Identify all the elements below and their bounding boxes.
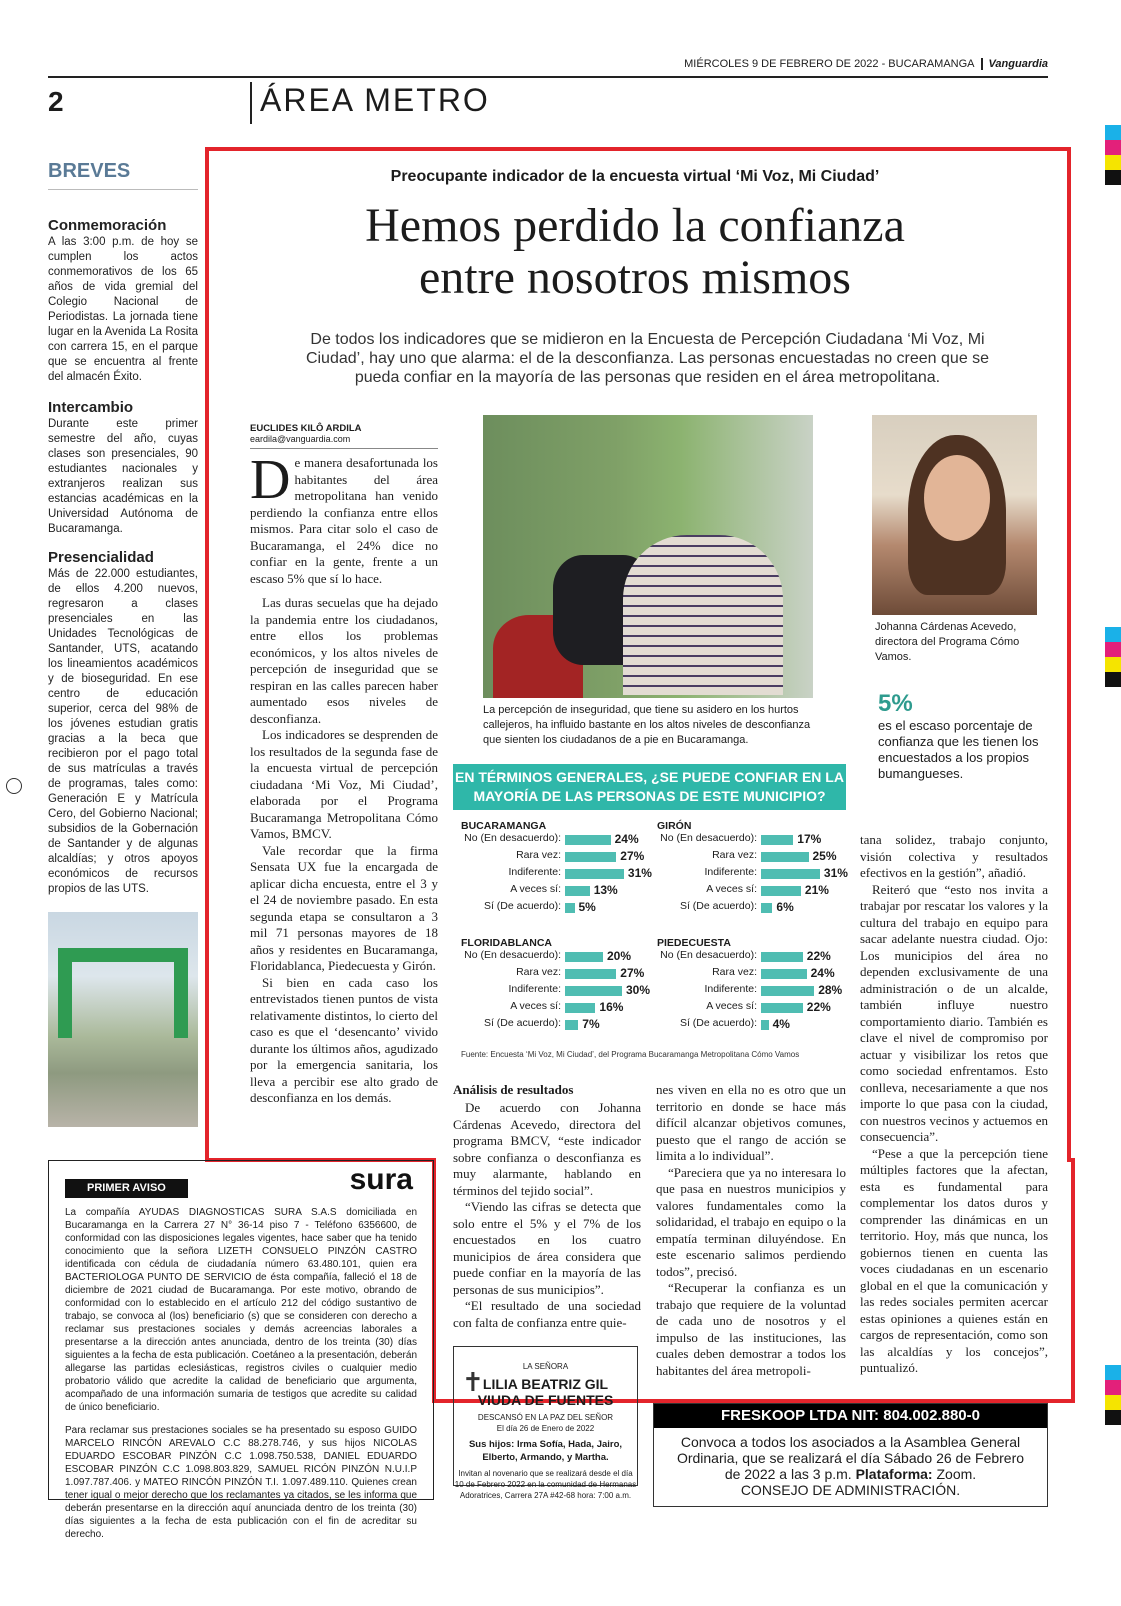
chart-source: Fuente: Encuesta ‘Mi Voz, Mi Ciudad’, del Programa Bucaramanga Metropolitana Cómo Vamos (461, 1050, 800, 1059)
series-name: BUCARAMANGA (461, 820, 547, 832)
bar (565, 952, 603, 962)
color-registration-mark (1105, 1365, 1121, 1430)
chart-panel (461, 820, 651, 917)
category-label: Rara vez: (712, 966, 757, 978)
chart-row (461, 883, 651, 900)
data-label: 13% (593, 883, 618, 897)
bar (761, 835, 793, 845)
portrait-photo (872, 415, 1037, 615)
article-kicker: Preocupante indicador de la encuesta virtual ‘Mi Voz, Mi Ciudad’ (390, 168, 880, 185)
brief-title: Intercambio (48, 399, 134, 416)
data-label: 31% (823, 866, 848, 880)
portrait-caption: Johanna Cárdenas Acevedo, directora del Programa Cómo Vamos. (875, 621, 1020, 663)
category-label: Sí (De acuerdo): (679, 1017, 757, 1029)
stat-text: es el escaso porcentaje de confianza que les tienen los encuestados a los propios bumangueses. (878, 718, 1039, 781)
data-label: 27% (620, 849, 645, 863)
category-label: A veces sí: (706, 1000, 757, 1012)
category-label: No (En desacuerdo): (464, 949, 561, 961)
category-label: Sí (De acuerdo): (483, 1017, 561, 1029)
data-label: 16% (599, 1000, 624, 1014)
chart-row (461, 866, 651, 883)
data-label: 6% (776, 900, 794, 914)
freskoop-title: FRESKOOP LTDA NIT: 804.002.880-0 (654, 1404, 1047, 1428)
chart-row (657, 1000, 847, 1017)
sura-logo: sura (349, 1163, 413, 1196)
chart-row (657, 949, 847, 966)
chart-row (461, 1000, 651, 1017)
category-label: Indiferente: (704, 983, 757, 995)
category-label: Rara vez: (516, 966, 561, 978)
article-column-1: De manera desafortunada los habitantes del área metropolitana han venido perdiendo la confianza entre ellos mismos. Para citar solo el caso de Bucaramanga, el 24% dice no confiar en la gente, frente a un escaso 5% que sí lo hace. Las duras secuelas que ha dejado la pandemia entre los ciudadanos, entre ellos los problemas económicos, y los altos niveles de percepción de inseguridad que se respiran en las calles parecen haber aumentado esos niveles de desconfianza. Los indicadores se desprenden de los resultados de la segunda fase de la encuesta virtual de percepción ciudadana ‘Mi Voz, Mi Ciudad’, elaborada por el Programa Bucaramanga Metropolitana Cómo Vamos, BMCV. Vale recordar que la firma Sensata UX fue la encargada de aplicar dicha encuesta, entre el 3 y el 24 de noviembre pasado. En esta segunda etapa se consultaron a 3 mil 71 personas mayores de 18 años y residentes en Bucaramanga, Floridablanca, Piedecuesta y Girón. Si bien en cada caso los entrevistados tienen puntos de vista relativamente distintos, lo cierto del caso es que el ‘desencanto’ vivido durante los últimos años, agudizado por la emergencia sanitaria, los lleva a percibir ese alto grado de desconfianza en los demás. (250, 449, 438, 1105)
page-header (48, 58, 1048, 78)
article-column-3: nes viven en ella no es otro que un territorio en donde se hace más difícil alcanzar objetivos comunes, puesto que el rango de acción se limita a lo individual”. “Pareciera que ya no interesara lo que pasa en nuestros municipios y valores fundamentales como la solidaridad, el trabajo en equipo o la empatía terminan diluyéndose. En este escenario salimos perdiendo todos”, precisó. “Recuperar la confianza es un trabajo que requiere de la voluntad de cada uno de nosotros y el impulso de las instituciones, las cuales deben demostrar a todos los habitantes del área metropoli- (656, 1082, 846, 1378)
data-label: 17% (797, 832, 822, 846)
legal-notice (48, 1160, 434, 1540)
street-robbery-photo (483, 415, 813, 698)
data-label: 28% (818, 983, 843, 997)
data-label: 4% (772, 1017, 790, 1031)
category-label: Sí (De acuerdo): (679, 900, 757, 912)
series-name: GIRÓN (657, 820, 692, 832)
dropcap: D (250, 449, 291, 511)
photo-caption: La percepción de inseguridad, que tiene su asidero en los hurtos callejeros, ha influido bastante en los altos niveles de desconfianza que sienten los ciudadanos de a pie en Bucaramanga. (483, 704, 811, 746)
chart-panel (657, 937, 847, 1034)
chart-row (461, 900, 651, 917)
obituary: ✝ LA SEÑORA LILIA BEATRIZ GIL VIUDA DE FUENTES DESCANSÓ EN LA PAZ DEL SEÑOR El día 26 de Enero de 2022 Sus hijos: Irma Sofía, Hada, Jairo, Elberto, Armando, y Martha. Invitan al novenario que se realizará desde el día 10 de Febrero 2022 en la comunidad de Hermanas Adoratrices, Carrera 27A #42-68 hora: 7:00 a.m. (453, 1346, 638, 1486)
chart-row (461, 832, 651, 849)
category-label: Indiferente: (508, 983, 561, 995)
data-label: 20% (607, 949, 632, 963)
bar (565, 869, 624, 879)
color-registration-mark (1105, 627, 1121, 692)
category-label: No (En desacuerdo): (660, 949, 757, 961)
series-name: PIEDECUESTA (657, 937, 731, 949)
stat-number: 5% (878, 690, 913, 717)
author-email: eardila@vanguardia.com (250, 434, 351, 444)
chart-panel (461, 937, 651, 1034)
page-number: 2 (48, 86, 64, 117)
article-headline: Hemos perdido la confianza entre nosotros mismos (365, 199, 905, 304)
bar (761, 952, 803, 962)
category-label: Sí (De acuerdo): (483, 900, 561, 912)
chart-row (461, 949, 651, 966)
freskoop-notice: FRESKOOP LTDA NIT: 804.002.880-0 Convoca a todos los asociados a la Asamblea General Ordinaria, que se realizará el día Sábado 26 de Febrero de 2022 a las 3 p.m. Plataforma: Zoom. CONSEJO DE ADMINISTRACIÓN. (653, 1403, 1048, 1507)
chart-row (461, 849, 651, 866)
bar (565, 886, 590, 896)
chart-row (461, 983, 651, 1000)
article-column-2: De acuerdo con Johanna Cárdenas Acevedo, directora del programa BMCV, “este indicador sobre confianza o desconfianza es muy alarmante, hablando en términos del tejido social”. “Viendo las cifras se detecta que solo entre el 5% y el 7% de los encuestados en los cuatro municipios de área considera que puede confiar en la mayoría de las personas de sus municipios”. “El resultado de una sociedad con falta de confianza entre quie- (453, 1100, 641, 1330)
category-label: No (En desacuerdo): (464, 832, 561, 844)
bar (565, 903, 575, 913)
crosshair-mark (6, 778, 22, 794)
bar (565, 852, 616, 862)
section-title: ÁREA METRO (250, 82, 490, 124)
category-label: Rara vez: (516, 849, 561, 861)
bar (565, 1020, 578, 1030)
data-label: 7% (582, 1017, 600, 1031)
color-registration-mark (1105, 125, 1121, 190)
bar (761, 903, 772, 913)
chart-title: EN TÉRMINOS GENERALES, ¿SE PUEDE CONFIAR EN LA MAYORÍA DE LAS PERSONAS DE ESTE MUNICIPIO? (453, 764, 846, 810)
freskoop-signature: CONSEJO DE ADMINISTRACIÓN. (740, 1482, 961, 1498)
chart-row (657, 983, 847, 1000)
article-column-4: tana solidez, trabajo conjunto, visión colectiva y resultados efectivos en la gestión”, añadió. Reiteró que “esto nos invita a trabajar por rescatar los valores y la cultura del trabajo en equipo para sacar adelante nuestra ciudad. Ojo: Los municipios del área no dependen exclusivamente de una administración o de un alcalde, también influye nuestro comportamiento diario. También es clave el nivel de compromiso por actuar y visibilizar los retos que como sociedad enfrentamos. Esto conlleva, necesariamente a que nos importe lo que pasa con la ciudad, con nuestros vecinos y actuemos en consecuencia”. “Pese a que la percepción tiene múltiples factores que la afectan, esta es fundamental para complementar los datos duros y comprender las dinámicas en un territorio. Hoy, más que nunca, los gobiernos tienen en cuenta las voces ciudadanas en un escenario global en el que la comunicación y las redes sociales permiten acercar estas opiniones a quienes están en cargos de representación, como son las alcaldías y los concejos”, puntualizó. (860, 832, 1048, 1375)
category-label: Indiferente: (704, 866, 757, 878)
author-name: EUCLIDES KILÔ ARDILA (250, 423, 362, 434)
bar (761, 1020, 769, 1030)
byline (250, 423, 438, 449)
notice-paragraph: La compañía AYUDAS DIAGNOSTICAS SURA S.A.S domiciliada en Bucaramanga en la Carrera 27 N° 36-14 piso 7 - Teléfono 6356600, de conformidad con las disposiciones legales vigentes, hace saber que ha tenido conocimiento que la señora LIZETH CONSUELO PINZÓN CASTRO identificada con cédula de ciudadanía número 63.480.101, quien era BACTERIOLOGA PUNTO DE SERVICIO de ésta compañía, falleció el 18 de diciembre de 2021 ciudad de Bucaramanga. Por este motivo, obrando de conformidad con lo establecido en el artículo 212 del código sustantivo de trabajo, se convoca al (los) beneficiario (s) que se consideren con derecho a reclamar sus prestaciones sociales y demás acreencias laborales a presentarse a la dirección antes anunciada, dentro de los treinta (30) días siguientes a la fecha de esta publicación. Coetáneo a la presentación, deberán allegarse las partidas eclesiásticas, registros civiles o cualquier medio probatorio válido que acredite la calidad de beneficiario que argumenta, acompañado de una información sumaria de testigos que acredite su calidad de único beneficiario. (65, 1207, 417, 1413)
bar (761, 869, 820, 879)
cross-icon: ✝ (462, 1367, 484, 1397)
data-label: 27% (620, 966, 645, 980)
category-label: A veces sí: (510, 883, 561, 895)
category-label: Rara vez: (712, 849, 757, 861)
brand-logo: Vanguardia (981, 58, 1049, 70)
campus-photo (48, 912, 198, 1127)
chart-row (657, 966, 847, 983)
category-label: No (En desacuerdo): (660, 832, 757, 844)
deceased-name: LILIA BEATRIZ GIL VIUDA DE FUENTES (477, 1376, 614, 1408)
chart-row (657, 883, 847, 900)
chart-row (657, 1017, 847, 1034)
chart-row (461, 966, 651, 983)
data-label: 22% (806, 1000, 831, 1014)
brief-title: Conmemoración (48, 217, 167, 234)
breves-title: BREVES (48, 160, 198, 190)
bar (565, 986, 622, 996)
article-lead: De todos los indicadores que se midieron en la Encuesta de Percepción Ciudadana ‘Mi Voz, Mi Ciudad’, hay uno que alarma: el de la desconfianza. Las personas encuestadas no creen que se pueda confiar en la mayoría de las personas que residen en el área metropolitana. (305, 331, 990, 386)
data-label: 31% (627, 866, 652, 880)
data-label: 25% (812, 849, 837, 863)
chart-row (657, 849, 847, 866)
brief-intercambio (48, 400, 198, 537)
data-label: 22% (806, 949, 831, 963)
category-label: A veces sí: (510, 1000, 561, 1012)
chart-panel (657, 820, 847, 917)
category-label: A veces sí: (706, 883, 757, 895)
bar (761, 1003, 803, 1013)
notice-paragraph: Para reclamar sus prestaciones sociales se ha presentado su esposo GUIDO MARCELO RINCÓN AREVALO C.C 88.278.746, y sus hijos NICOLAS EDUARDO ESCOBAR PINZÓN C.C 1.098.750.538, DANIEL EDUARDO ESCOBAR PINZÓN C.C 1.098.803.829, SAMUEL RICÓN PINZÓN N.U.I.P 1.097.787.406. y MATEO RINCÓN PINZÓN T.I. 1.097.489.110. Quienes crean tener igual o mejor derecho que los reclamantes ya citados, se les informa que deberán presentarse en la dirección aquí anunciada dentro de los treinta (30) días siguientes a la fecha de esta publicación con el fin de acreditar su derecho. (65, 1425, 417, 1540)
bar (761, 852, 809, 862)
chart-row (657, 900, 847, 917)
chart-row (657, 866, 847, 883)
bar (761, 986, 814, 996)
series-name: FLORIDABLANCA (461, 937, 552, 949)
brief-text: Durante este primer semestre del año, cuyas clases son presenciales, 90 estudiantes nacionales y extranjeros realizan sus estancias académicas en la Universidad Autónoma de Bucaramanga. (48, 418, 198, 535)
brief-conmemoracion (48, 218, 198, 385)
data-label: 30% (626, 983, 651, 997)
bar (761, 886, 801, 896)
brief-presencialidad (48, 550, 198, 897)
brief-text: A las 3:00 p.m. de hoy se cumplen los actos conmemorativos de los 65 años de vida gremial del Colegio Nacional de Periodistas. La jornada tiene lugar en la Avenida La Rosita con carrera 15, en el parque que se encuentra al frente del almacén Éxito. (48, 236, 198, 383)
brief-title: Presencialidad (48, 549, 154, 566)
data-label: 24% (614, 832, 639, 846)
date-line: MIÉRCOLES 9 DE FEBRERO DE 2022 - BUCARAMANGA (684, 58, 975, 70)
data-label: 24% (810, 966, 835, 980)
notice-label: PRIMER AVISO (65, 1179, 188, 1198)
bar (565, 969, 616, 979)
bar (565, 835, 611, 845)
chart-row (461, 1017, 651, 1034)
data-label: 21% (804, 883, 829, 897)
analysis-title: Análisis de resultados (453, 1082, 574, 1097)
data-label: 5% (578, 900, 596, 914)
bar (565, 1003, 595, 1013)
category-label: Indiferente: (508, 866, 561, 878)
bar (761, 969, 807, 979)
brief-text: Más de 22.000 estudiantes, de ellos 4.200 nuevos, regresaron a clases presenciales en las Unidades Tecnológicas de Santander, UTS, acatando los lineamientos académicos y de bioseguridad. En ese centro de educación superior, cerca del 98% de los jóvenes estudian gratis gracias a la beca que recibieron por el pago total de sus matrículas a través de programas, tales como: Generación E y Matrícula Cero, del Gobierno Nacional; subsidios de la Gobernación de Santander y de algunas alcaldías; y otros apoyos económicos de recursos propios de las UTS. (48, 568, 198, 895)
chart-row (657, 832, 847, 849)
